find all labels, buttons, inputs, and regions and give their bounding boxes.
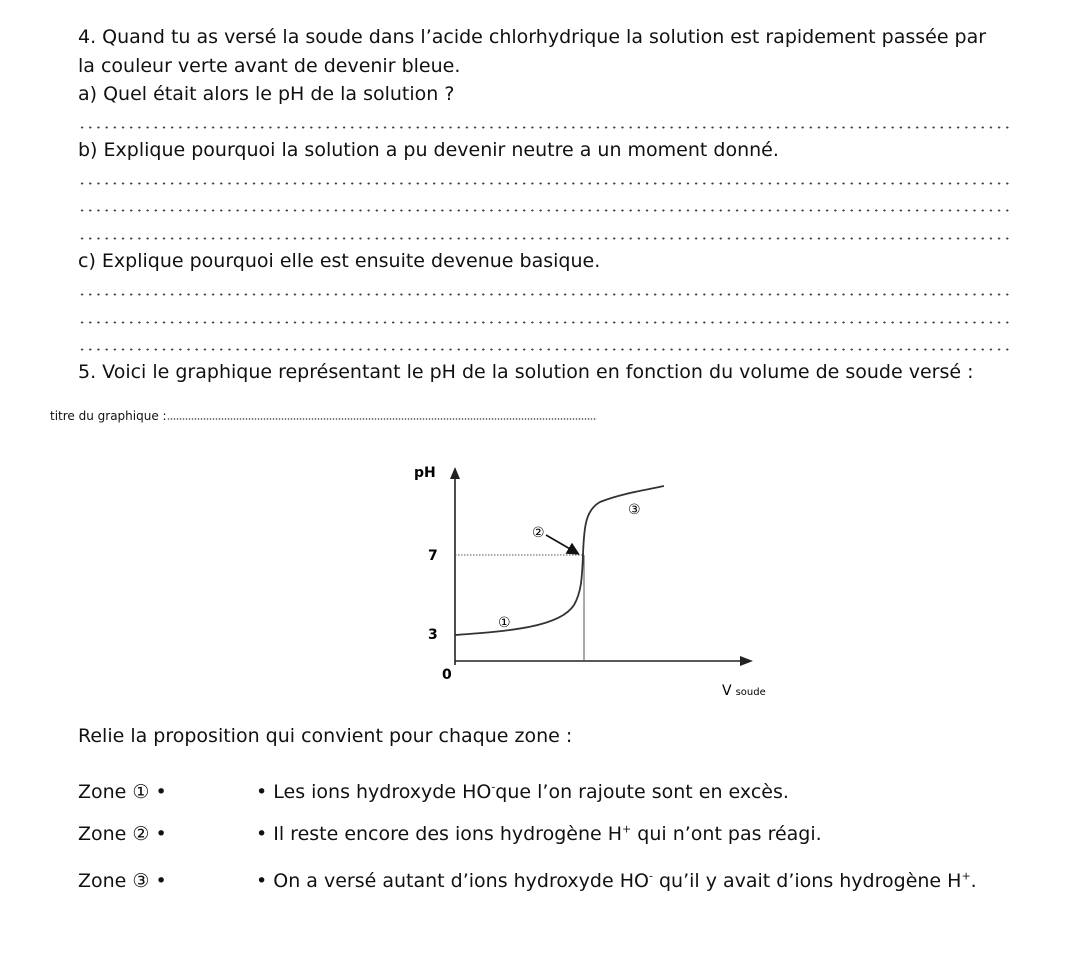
q4-line1: 4. Quand tu as versé la soude dans l’acide chlorhydrique la solution est rapidement passée par (78, 26, 987, 48)
q5-question: 5. Voici le graphique représentant le pH de la solution en fonction du volume de soude versé : (78, 361, 974, 383)
proposition-1-sup: - (491, 780, 496, 794)
matching-instruction: Relie la proposition qui convient pour chaque zone : (78, 725, 573, 747)
zone2-arrow (546, 535, 577, 553)
proposition-3-text: • On a versé autant d’ions hydroxyde HO (256, 870, 649, 892)
q4b-question: b) Explique pourquoi la solution a pu devenir neutre a un moment donné. (78, 139, 779, 161)
zone1-dot[interactable]: Zone ① • (78, 781, 167, 803)
zone2-dot[interactable]: Zone ② • (78, 823, 167, 845)
answer-line-c2[interactable] (78, 321, 1010, 324)
proposition-remaining-hydrogen[interactable] (256, 823, 822, 845)
proposition-equivalence[interactable] (256, 870, 977, 892)
q4a-question: a) Quel était alors le pH de la solution ? (78, 83, 455, 105)
answer-line-b3[interactable] (78, 237, 1010, 240)
graph-title-label: titre du graphique : (50, 409, 167, 423)
x-axis-label-sub: soude (735, 687, 766, 698)
answer-line-c3[interactable] (78, 348, 1010, 351)
tick-3: 3 (428, 627, 438, 643)
answer-line-c1[interactable] (78, 293, 1010, 296)
x-axis-label (722, 683, 766, 699)
tick-0: 0 (442, 667, 452, 683)
y-axis-arrow-icon (450, 467, 460, 479)
proposition-3-text-end: . (970, 870, 977, 892)
zone1-marker: ① (498, 615, 511, 631)
proposition-1-text-end: que l’on rajoute sont en excès. (495, 781, 789, 803)
proposition-2-sup: + (622, 822, 632, 836)
proposition-3-sup2: + (961, 869, 971, 883)
graph-title-dots (167, 418, 597, 420)
zone3-marker: ③ (628, 502, 641, 518)
proposition-2-text-end: qui n’ont pas réagi. (631, 823, 822, 845)
proposition-excess-hydroxide[interactable] (256, 781, 789, 803)
proposition-1-text: • Les ions hydroxyde HO (256, 781, 492, 803)
answer-line-b2[interactable] (78, 209, 1010, 212)
x-axis-arrow-icon (740, 656, 753, 666)
zone3-dot[interactable]: Zone ③ • (78, 870, 167, 892)
tick-7: 7 (428, 548, 438, 564)
proposition-2-text: • Il reste encore des ions hydrogène H (256, 823, 623, 845)
zone2-marker: ② (532, 525, 545, 541)
ph-titration-graph (400, 455, 780, 705)
answer-line-a[interactable] (78, 126, 1010, 129)
y-axis-label: pH (414, 465, 436, 481)
answer-line-b1[interactable] (78, 182, 1010, 185)
x-axis-label-main: V (722, 683, 732, 699)
graph-title-field[interactable] (50, 409, 597, 423)
q4-line2: la couleur verte avant de devenir bleue. (78, 55, 461, 77)
q4c-question: c) Explique pourquoi elle est ensuite devenue basique. (78, 250, 601, 272)
proposition-3-text-mid: qu’il y avait d’ions hydrogène H (652, 870, 962, 892)
proposition-3-sup: - (648, 869, 653, 883)
